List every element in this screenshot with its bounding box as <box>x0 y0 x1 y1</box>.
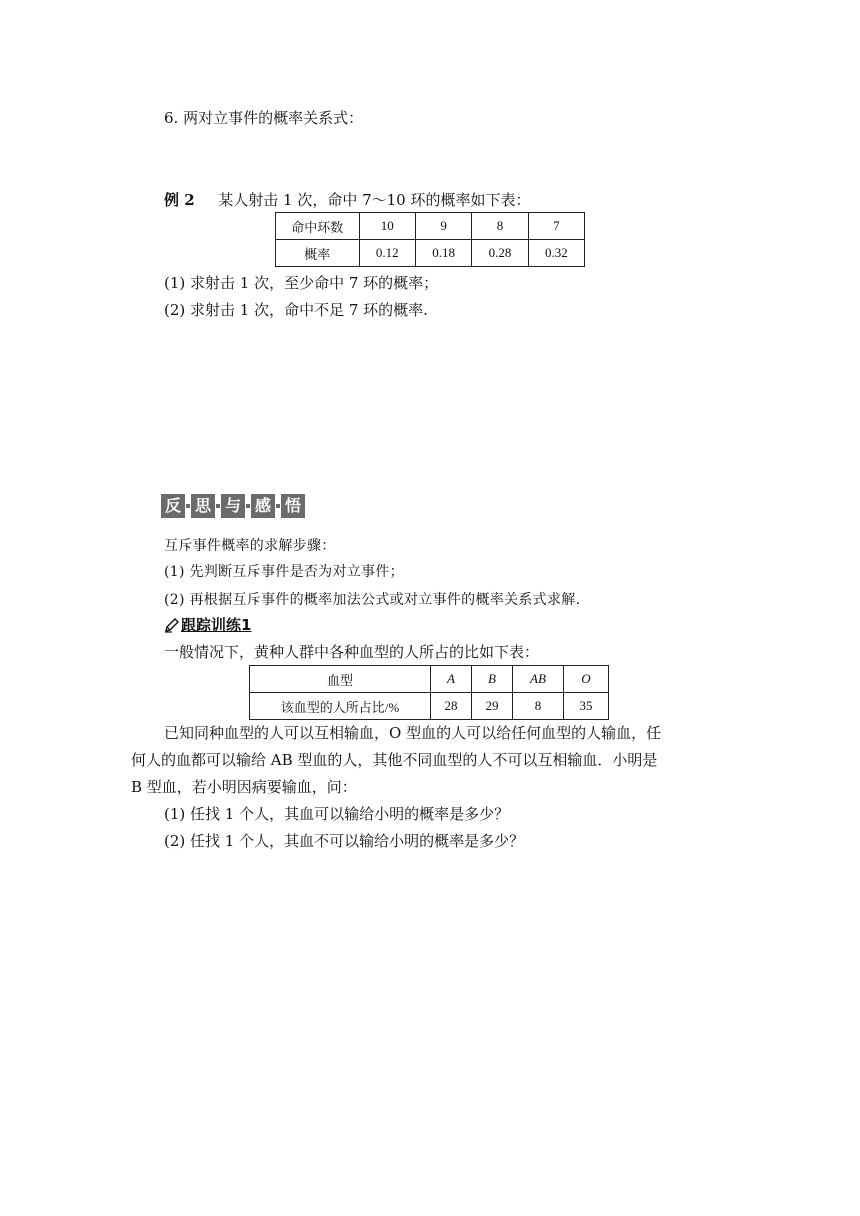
training-paragraph-line-2: 何人的血都可以输给 AB 型血的人，其他不同血型的人不可以互相输血．小明是 <box>131 751 658 769</box>
table-cell: 28 <box>431 693 472 720</box>
table-cell: 概率 <box>276 240 360 267</box>
example-question-2: (2) 求射击 1 次，命中不足 7 环的概率. <box>164 301 428 319</box>
table-row <box>276 240 585 267</box>
table-cell: B <box>472 666 513 693</box>
table-cell: 35 <box>564 693 609 720</box>
example-text: 某人射击 1 次，命中 7～10 环的概率如下表： <box>218 191 531 209</box>
training-heading <box>163 614 251 635</box>
table-row <box>250 693 609 720</box>
table-cell: A <box>431 666 472 693</box>
item-6-text: 6. 两对立事件的概率关系式： <box>164 109 364 127</box>
training-question-1: (1) 任找 1 个人，其血可以输给小明的概率是多少？ <box>164 805 510 823</box>
pencil-icon <box>163 616 181 634</box>
blood-type-table <box>249 665 609 720</box>
hit-probability-table <box>275 212 585 267</box>
reflection-line-2: (1) 先判断互斥事件是否为对立事件； <box>164 564 404 580</box>
banner-char: 感 <box>251 494 275 518</box>
banner-char: 悟 <box>281 494 305 518</box>
table-cell: 0.32 <box>528 240 584 267</box>
training-question-2: (2) 任找 1 个人，其血不可以输给小明的概率是多少？ <box>164 832 525 850</box>
table-cell: 29 <box>472 693 513 720</box>
table-cell: 0.12 <box>359 240 415 267</box>
banner-char: 与 <box>221 494 245 518</box>
table-cell: 7 <box>528 213 584 240</box>
training-intro: 一般情况下，黄种人群中各种血型的人所占的比如下表： <box>164 643 540 661</box>
banner-char: 思 <box>191 494 215 518</box>
table-cell: 命中环数 <box>276 213 360 240</box>
reflection-line-1: 互斥事件概率的求解步骤： <box>164 538 336 554</box>
reflection-line-3: (2) 再根据互斥事件的概率加法公式或对立事件的概率关系式求解. <box>164 592 581 608</box>
table-cell: 该血型的人所占比/% <box>250 693 431 720</box>
example-label: 例 2 <box>164 191 195 209</box>
example-2 <box>164 190 530 210</box>
table-row <box>250 666 609 693</box>
banner-char: 反 <box>161 494 185 518</box>
table-cell: O <box>564 666 609 693</box>
reflection-banner <box>161 494 305 518</box>
table-cell: 9 <box>415 213 471 240</box>
table-cell: 10 <box>359 213 415 240</box>
table-cell: 血型 <box>250 666 431 693</box>
training-title: 跟踪训练1 <box>181 616 252 634</box>
table-cell: 0.28 <box>472 240 528 267</box>
table-row <box>276 213 585 240</box>
training-paragraph-line-1: 已知同种血型的人可以互相输血，O 型血的人可以给任何血型的人输血，任 <box>164 724 662 742</box>
training-paragraph-line-3: B 型血，若小明因病要输血，问： <box>131 778 357 796</box>
table-cell: 8 <box>513 693 564 720</box>
example-question-1: (1) 求射击 1 次，至少命中 7 环的概率； <box>164 274 439 292</box>
table-cell: AB <box>513 666 564 693</box>
table-cell: 0.18 <box>415 240 471 267</box>
table-cell: 8 <box>472 213 528 240</box>
